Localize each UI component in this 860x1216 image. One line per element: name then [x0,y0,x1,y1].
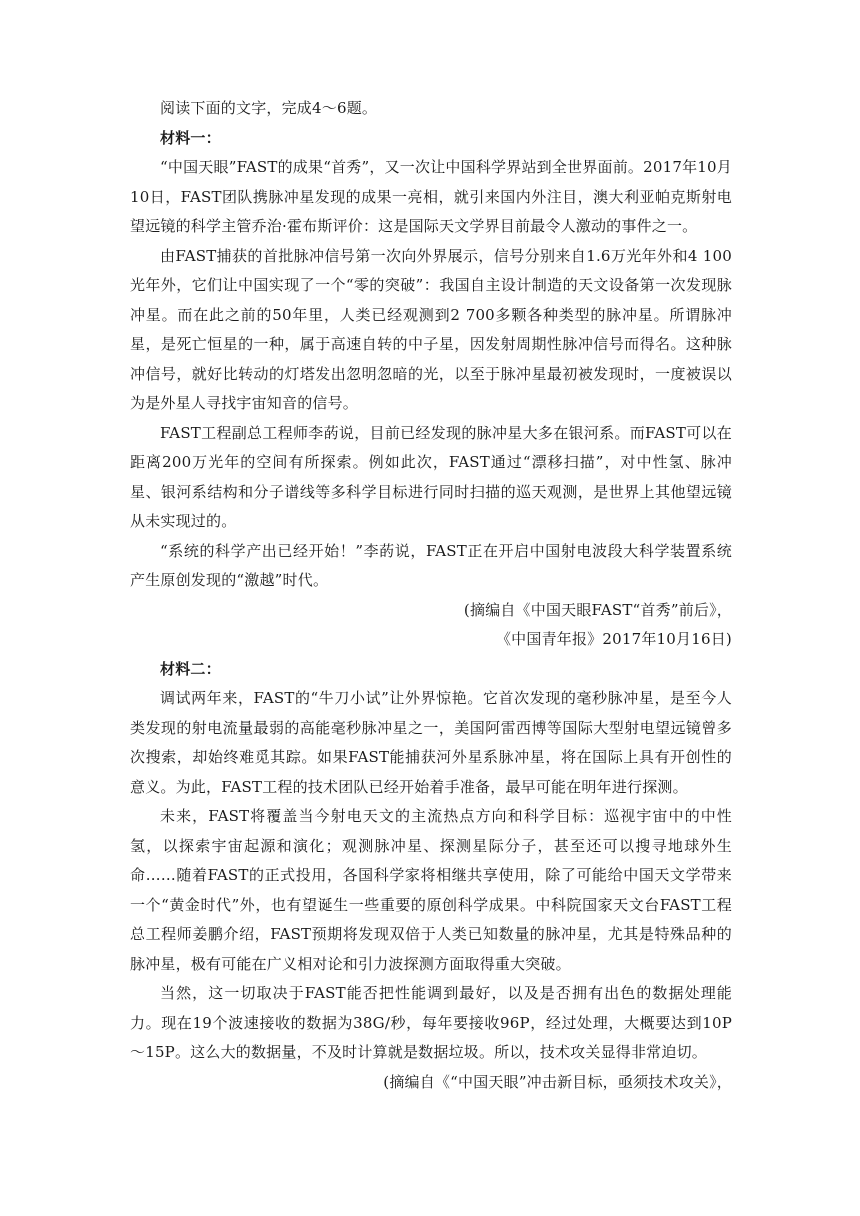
reading-instruction: 阅读下面的文字，完成4～6题。 [160,99,378,117]
material-two-paragraph: 未来，FAST将覆盖当今射电天文的主流热点方向和科学目标：巡视宇宙中的中性氢，以探索宇宙起源和演化；观测脉冲星、探测星际分子，甚至还可以搜寻地球外生命……随着FAST的正式投用，各国科学家将相继共享使用，除了可能给中国天文学带来一个“黄金时代”外，也有望诞生一些重要的原创科学成果。中科院国家天文台FAST工程总工程师姜鹏介绍，FAST预期将发现双倍于人类已知数量的脉冲星，尤其是特殊品种的脉冲星，极有可能在广义相对论和引力波探测方面取得重大突破。 [130,807,732,973]
material-one-paragraph: 由FAST捕获的首批脉冲信号第一次向外界展示，信号分别来自1.6万光年外和4 100光年外，它们让中国实现了一个“零的突破”：我国自主设计制造的天文设备第一次发现脉冲星。而在此之前的50年里，人类已经观测到2 700多颗各种类型的脉冲星。所谓脉冲星，是死亡恒星的一种，属于高速自转的中子星，因发射周期性脉冲信号而得名。这种脉冲信号，就好比转动的灯塔发出忽明忽暗的光，以至于脉冲星最初被发现时，一度被误以为是外星人寻找宇宙知音的信号。 [130,246,732,412]
material-one-heading: 材料一： [160,128,221,147]
material-one-paragraph: FAST工程副总工程师李菂说，目前已经发现的脉冲星大多在银河系。而FAST可以在距离200万光年的空间有所探索。例如此次，FAST通过“漂移扫描”，对中性氢、脉冲星、银河系结构和分子谱线等多科学目标进行同时扫描的巡天观测，是世界上其他望远镜从未实现过的。 [130,423,732,530]
document-body [130,94,732,1097]
material-two-heading: 材料二： [160,659,221,678]
material-one-paragraph: “中国天眼”FAST的成果“首秀”，又一次让中国科学界站到全世界面前。2017年10月10日，FAST团队携脉冲星发现的成果一亮相，就引来国内外注目，澳大利亚帕克斯射电望远镜的科学主管乔治·霍布斯评价：这是国际天文学界目前最令人激动的事件之一。 [130,158,732,235]
material-two-paragraph: 调试两年来，FAST的“牛刀小试”让外界惊艳。它首次发现的毫秒脉冲星，是至今人类发现的射电流量最弱的高能毫秒脉冲星之一，美国阿雷西博等国际大型射电望远镜曾多次搜索，却始终难觅其踪。如果FAST能捕获河外星系脉冲星，将在国际上具有开创性的意义。为此，FAST工程的技术团队已经开始着手准备，最早可能在明年进行探测。 [130,689,732,796]
material-one-source-date: 《中国青年报》2017年10月16日) [495,630,732,648]
material-two-source: (摘编自《“中国天眼”冲击新目标，亟须技术攻关》， [383,1072,732,1091]
material-two-paragraph: 当然，这一切取决于FAST能否把性能调到最好，以及是否拥有出色的数据处理能力。现在19个波速接收的数据为38G/秒，每年要接收96P，经过处理，大概要达到10P～15P。这么大的数据量，不及时计算就是数据垃圾。所以，技术攻关显得非常迫切。 [130,984,732,1061]
material-one-source: (摘编自《中国天眼FAST“首秀”前后》， [463,600,732,619]
material-one-paragraph: “系统的科学产出已经开始！”李菂说，FAST正在开启中国射电波段大科学装置系统产生原创发现的“激越”时代。 [130,541,732,589]
